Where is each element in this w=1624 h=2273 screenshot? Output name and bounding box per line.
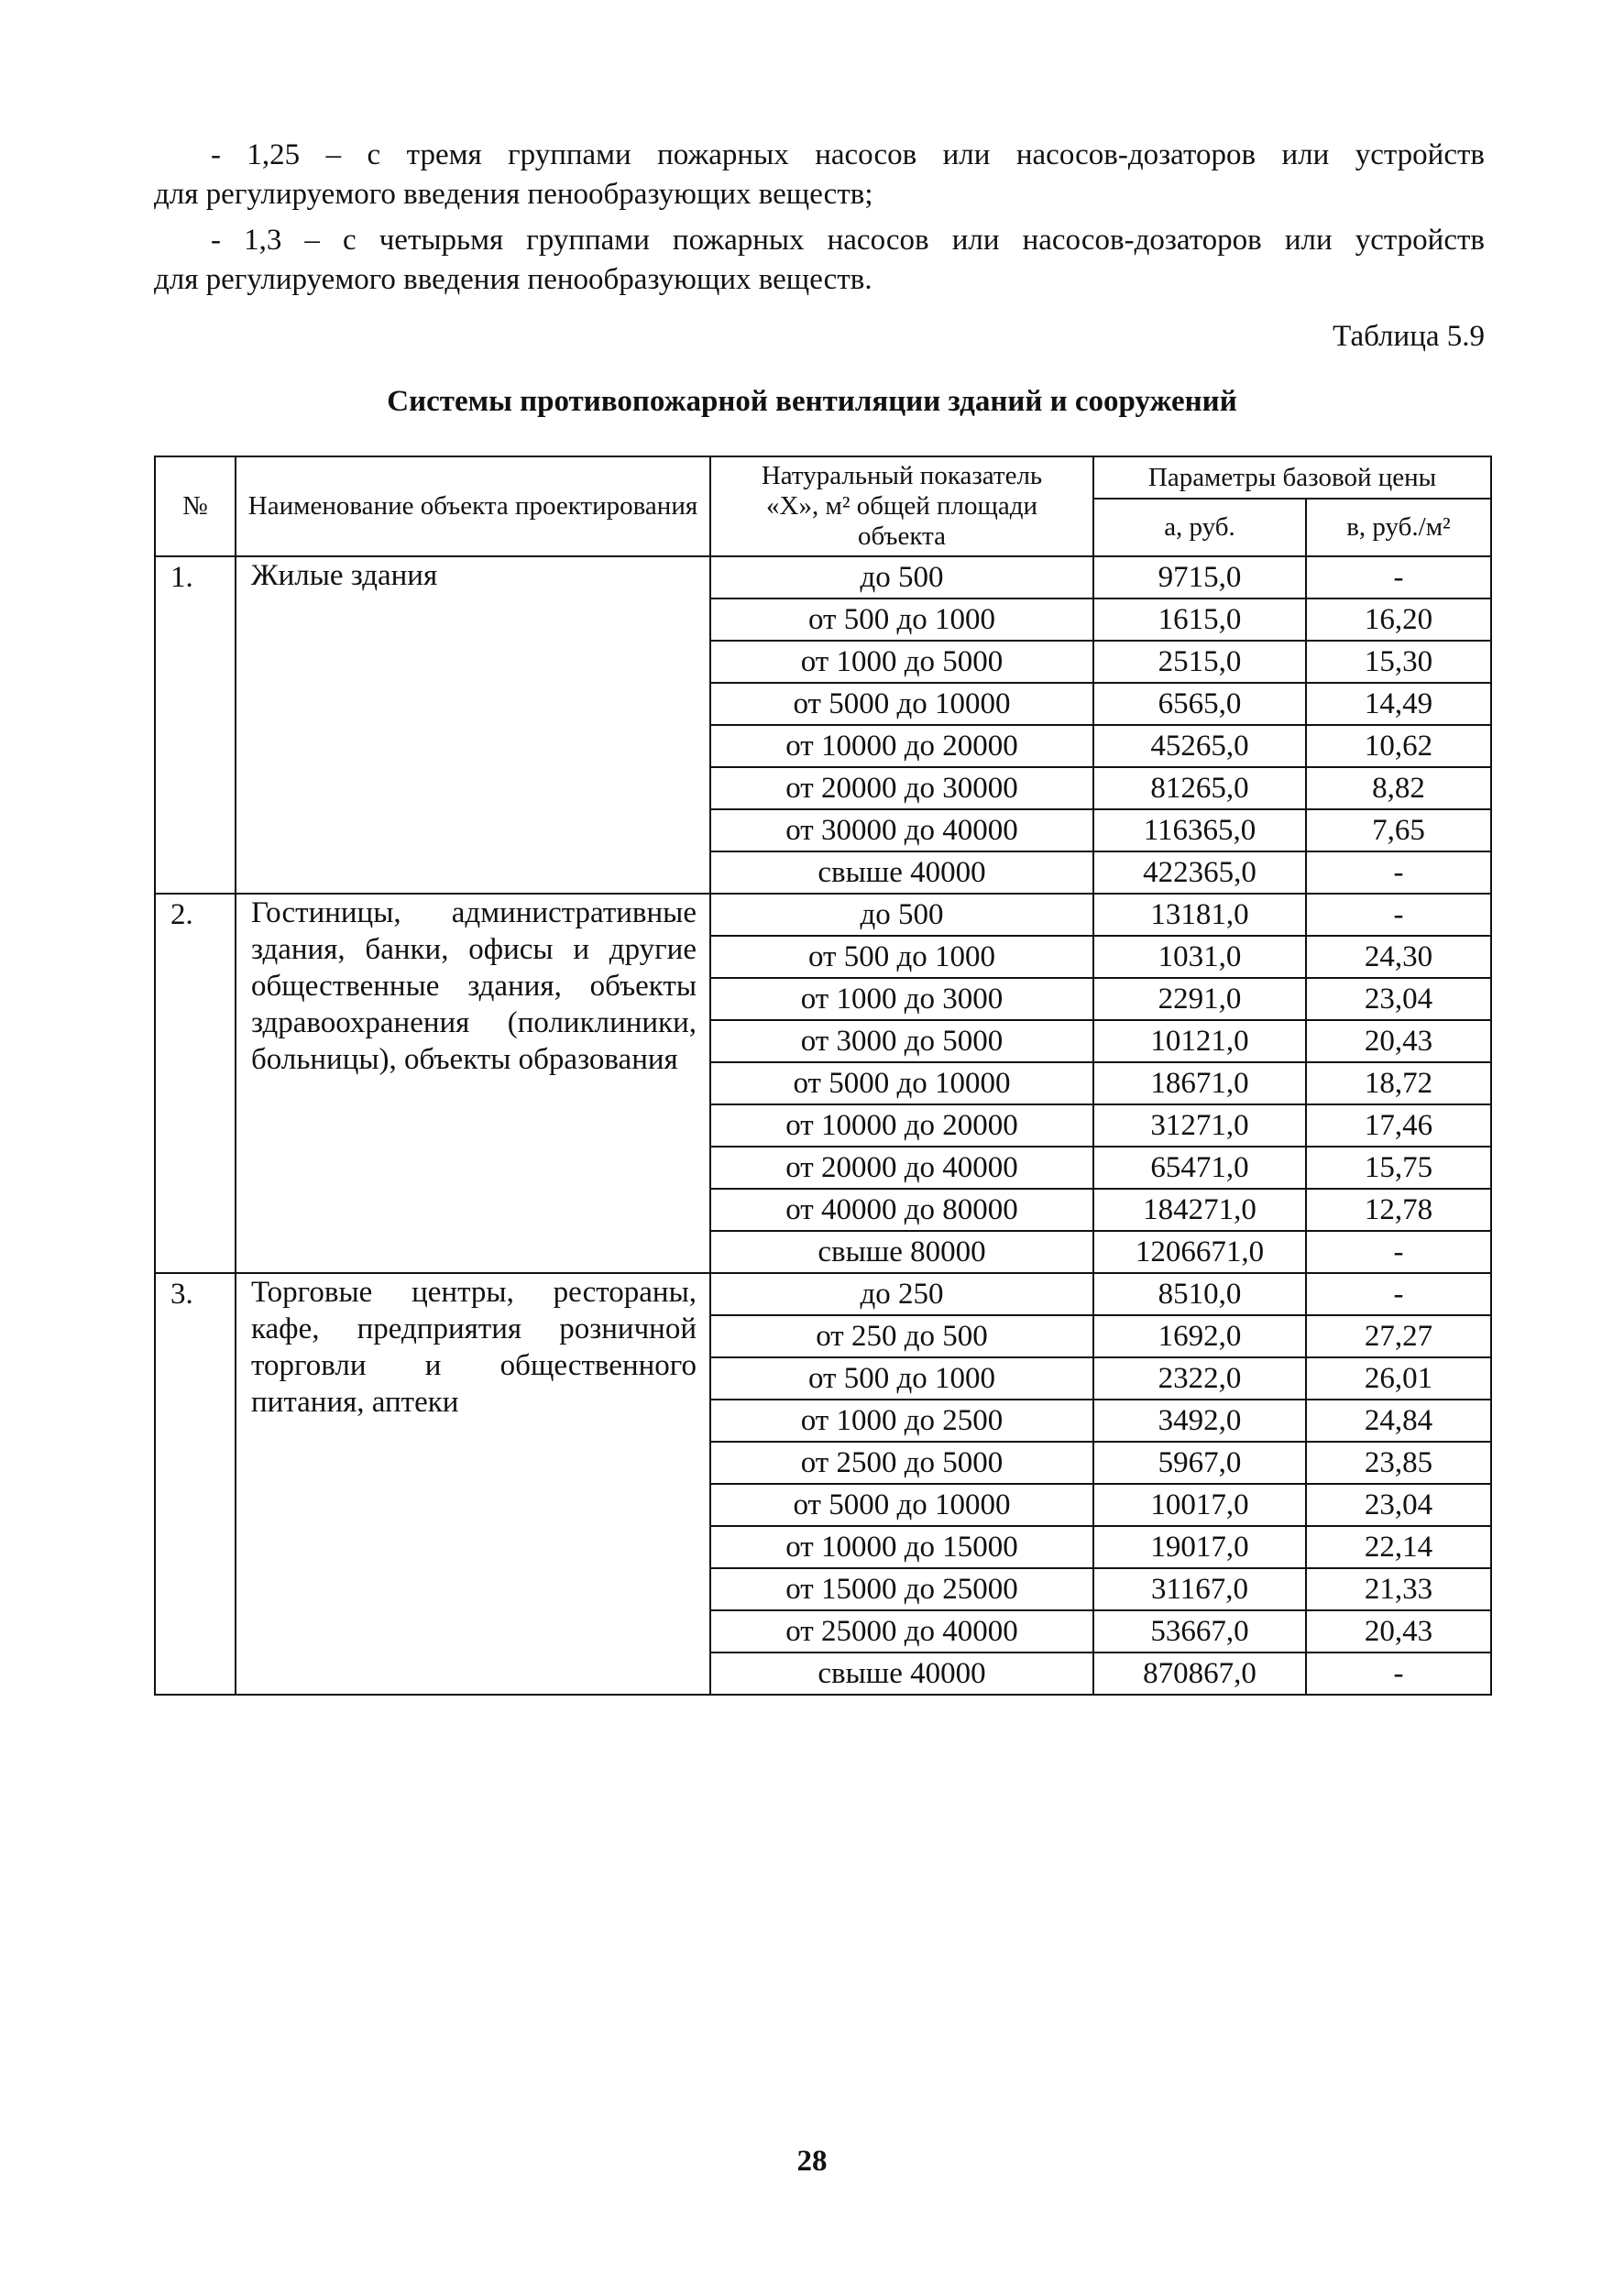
price-b-cell: 14,49 [1306,683,1491,725]
range-cell: свыше 80000 [710,1231,1093,1273]
price-a-cell: 65471,0 [1093,1147,1306,1189]
intro-line: - 1,25 – с тремя группами пожарных насосов или насосов-дозаторов или устройств [211,138,1485,171]
price-a-cell: 1692,0 [1093,1315,1306,1357]
price-b-cell: 20,43 [1306,1610,1491,1653]
header-indicator-text: Натуральный показатель «X», м² общей площади объекта [761,461,1043,551]
range-cell: от 10000 до 20000 [710,1104,1093,1147]
table-header [155,456,1491,556]
object-name: Жилые здания [236,556,710,894]
price-a-cell: 6565,0 [1093,683,1306,725]
price-a-cell: 31167,0 [1093,1568,1306,1610]
header-params: Параметры базовой цены [1093,456,1491,499]
group-number: 2. [155,894,236,1273]
intro-line: для регулируемого введения пенообразующих веществ; [154,178,873,211]
range-cell: от 500 до 1000 [710,1357,1093,1400]
price-a-cell: 1031,0 [1093,936,1306,978]
price-a-cell: 116365,0 [1093,809,1306,851]
price-b-cell: 23,85 [1306,1442,1491,1484]
price-a-cell: 9715,0 [1093,556,1306,598]
range-cell: от 5000 до 10000 [710,1062,1093,1104]
range-cell: от 20000 до 40000 [710,1147,1093,1189]
price-a-cell: 422365,0 [1093,851,1306,894]
table-title: Системы противопожарной вентиляции зданий и сооружений [387,385,1237,418]
group-number: 3. [155,1273,236,1695]
price-a-cell: 53667,0 [1093,1610,1306,1653]
object-name: Гостиницы, административные здания, банки, офисы и другие общественные здания, объекты здравоохранения (поликлиники, больницы), объекты образования [236,894,710,1273]
price-a-cell: 1615,0 [1093,598,1306,641]
range-cell: до 500 [710,894,1093,936]
range-cell: от 500 до 1000 [710,598,1093,641]
range-cell: от 10000 до 20000 [710,725,1093,767]
price-a-cell: 10017,0 [1093,1484,1306,1526]
price-b-cell: 21,33 [1306,1568,1491,1610]
price-a-cell: 10121,0 [1093,1020,1306,1062]
table-body [155,556,1491,1695]
price-b-cell: 23,04 [1306,978,1491,1020]
range-cell: от 10000 до 15000 [710,1526,1093,1568]
range-cell: свыше 40000 [710,851,1093,894]
price-b-cell: 22,14 [1306,1526,1491,1568]
price-b-cell: 26,01 [1306,1357,1491,1400]
header-b: в, руб./м² [1306,499,1491,556]
price-b-cell: - [1306,894,1491,936]
range-cell: от 2500 до 5000 [710,1442,1093,1484]
price-b-cell: 23,04 [1306,1484,1491,1526]
price-a-cell: 13181,0 [1093,894,1306,936]
price-a-cell: 18671,0 [1093,1062,1306,1104]
price-a-cell: 184271,0 [1093,1189,1306,1231]
price-b-cell: 15,30 [1306,641,1491,683]
price-a-cell: 2322,0 [1093,1357,1306,1400]
price-a-cell: 45265,0 [1093,725,1306,767]
header-no: № [155,456,236,556]
range-cell: от 500 до 1000 [710,936,1093,978]
range-cell: от 1000 до 3000 [710,978,1093,1020]
range-cell: от 5000 до 10000 [710,683,1093,725]
header-name: Наименование объекта проектирования [236,456,710,556]
range-cell: от 1000 до 2500 [710,1400,1093,1442]
table-label: Таблица 5.9 [1333,320,1485,353]
price-b-cell: - [1306,1231,1491,1273]
price-b-cell: - [1306,556,1491,598]
price-b-cell: 17,46 [1306,1104,1491,1147]
range-cell: от 30000 до 40000 [710,809,1093,851]
price-b-cell: 18,72 [1306,1062,1491,1104]
header-a: а, руб. [1093,499,1306,556]
price-a-cell: 19017,0 [1093,1526,1306,1568]
price-a-cell: 2291,0 [1093,978,1306,1020]
range-cell: от 3000 до 5000 [710,1020,1093,1062]
range-cell: от 25000 до 40000 [710,1610,1093,1653]
price-b-cell: 7,65 [1306,809,1491,851]
price-b-cell: 8,82 [1306,767,1491,809]
price-a-cell: 31271,0 [1093,1104,1306,1147]
price-b-cell: - [1306,1273,1491,1315]
price-b-cell: 16,20 [1306,598,1491,641]
range-cell: свыше 40000 [710,1653,1093,1695]
intro-line: - 1,3 – с четырьмя группами пожарных насосов или насосов-дозаторов или устройств [211,224,1485,257]
intro-paragraph-2 [154,221,1485,300]
price-a-cell: 1206671,0 [1093,1231,1306,1273]
intro-paragraph-1 [154,136,1485,214]
price-a-cell: 81265,0 [1093,767,1306,809]
price-b-cell: - [1306,1653,1491,1695]
price-a-cell: 2515,0 [1093,641,1306,683]
price-a-cell: 8510,0 [1093,1273,1306,1315]
price-b-cell: 15,75 [1306,1147,1491,1189]
table-row [155,556,1491,598]
range-cell: от 15000 до 25000 [710,1568,1093,1610]
price-b-cell: 24,30 [1306,936,1491,978]
header-indicator [710,456,1093,556]
price-b-cell: 27,27 [1306,1315,1491,1357]
price-b-cell: 24,84 [1306,1400,1491,1442]
price-a-cell: 5967,0 [1093,1442,1306,1484]
range-cell: от 1000 до 5000 [710,641,1093,683]
range-cell: до 250 [710,1273,1093,1315]
range-cell: от 40000 до 80000 [710,1189,1093,1231]
price-a-cell: 870867,0 [1093,1653,1306,1695]
price-b-cell: 10,62 [1306,725,1491,767]
range-cell: от 250 до 500 [710,1315,1093,1357]
price-b-cell: - [1306,851,1491,894]
page-number: 28 [796,2145,828,2178]
price-b-cell: 12,78 [1306,1189,1491,1231]
price-table [154,456,1492,1696]
range-cell: от 5000 до 10000 [710,1484,1093,1526]
table-row [155,1273,1491,1315]
range-cell: от 20000 до 30000 [710,767,1093,809]
object-name: Торговые центры, рестораны, кафе, предприятия розничной торговли и общественного питания, аптеки [236,1273,710,1695]
table-row [155,894,1491,936]
range-cell: до 500 [710,556,1093,598]
group-number: 1. [155,556,236,894]
intro-line: для регулируемого введения пенообразующих веществ. [154,263,872,296]
price-b-cell: 20,43 [1306,1020,1491,1062]
price-a-cell: 3492,0 [1093,1400,1306,1442]
